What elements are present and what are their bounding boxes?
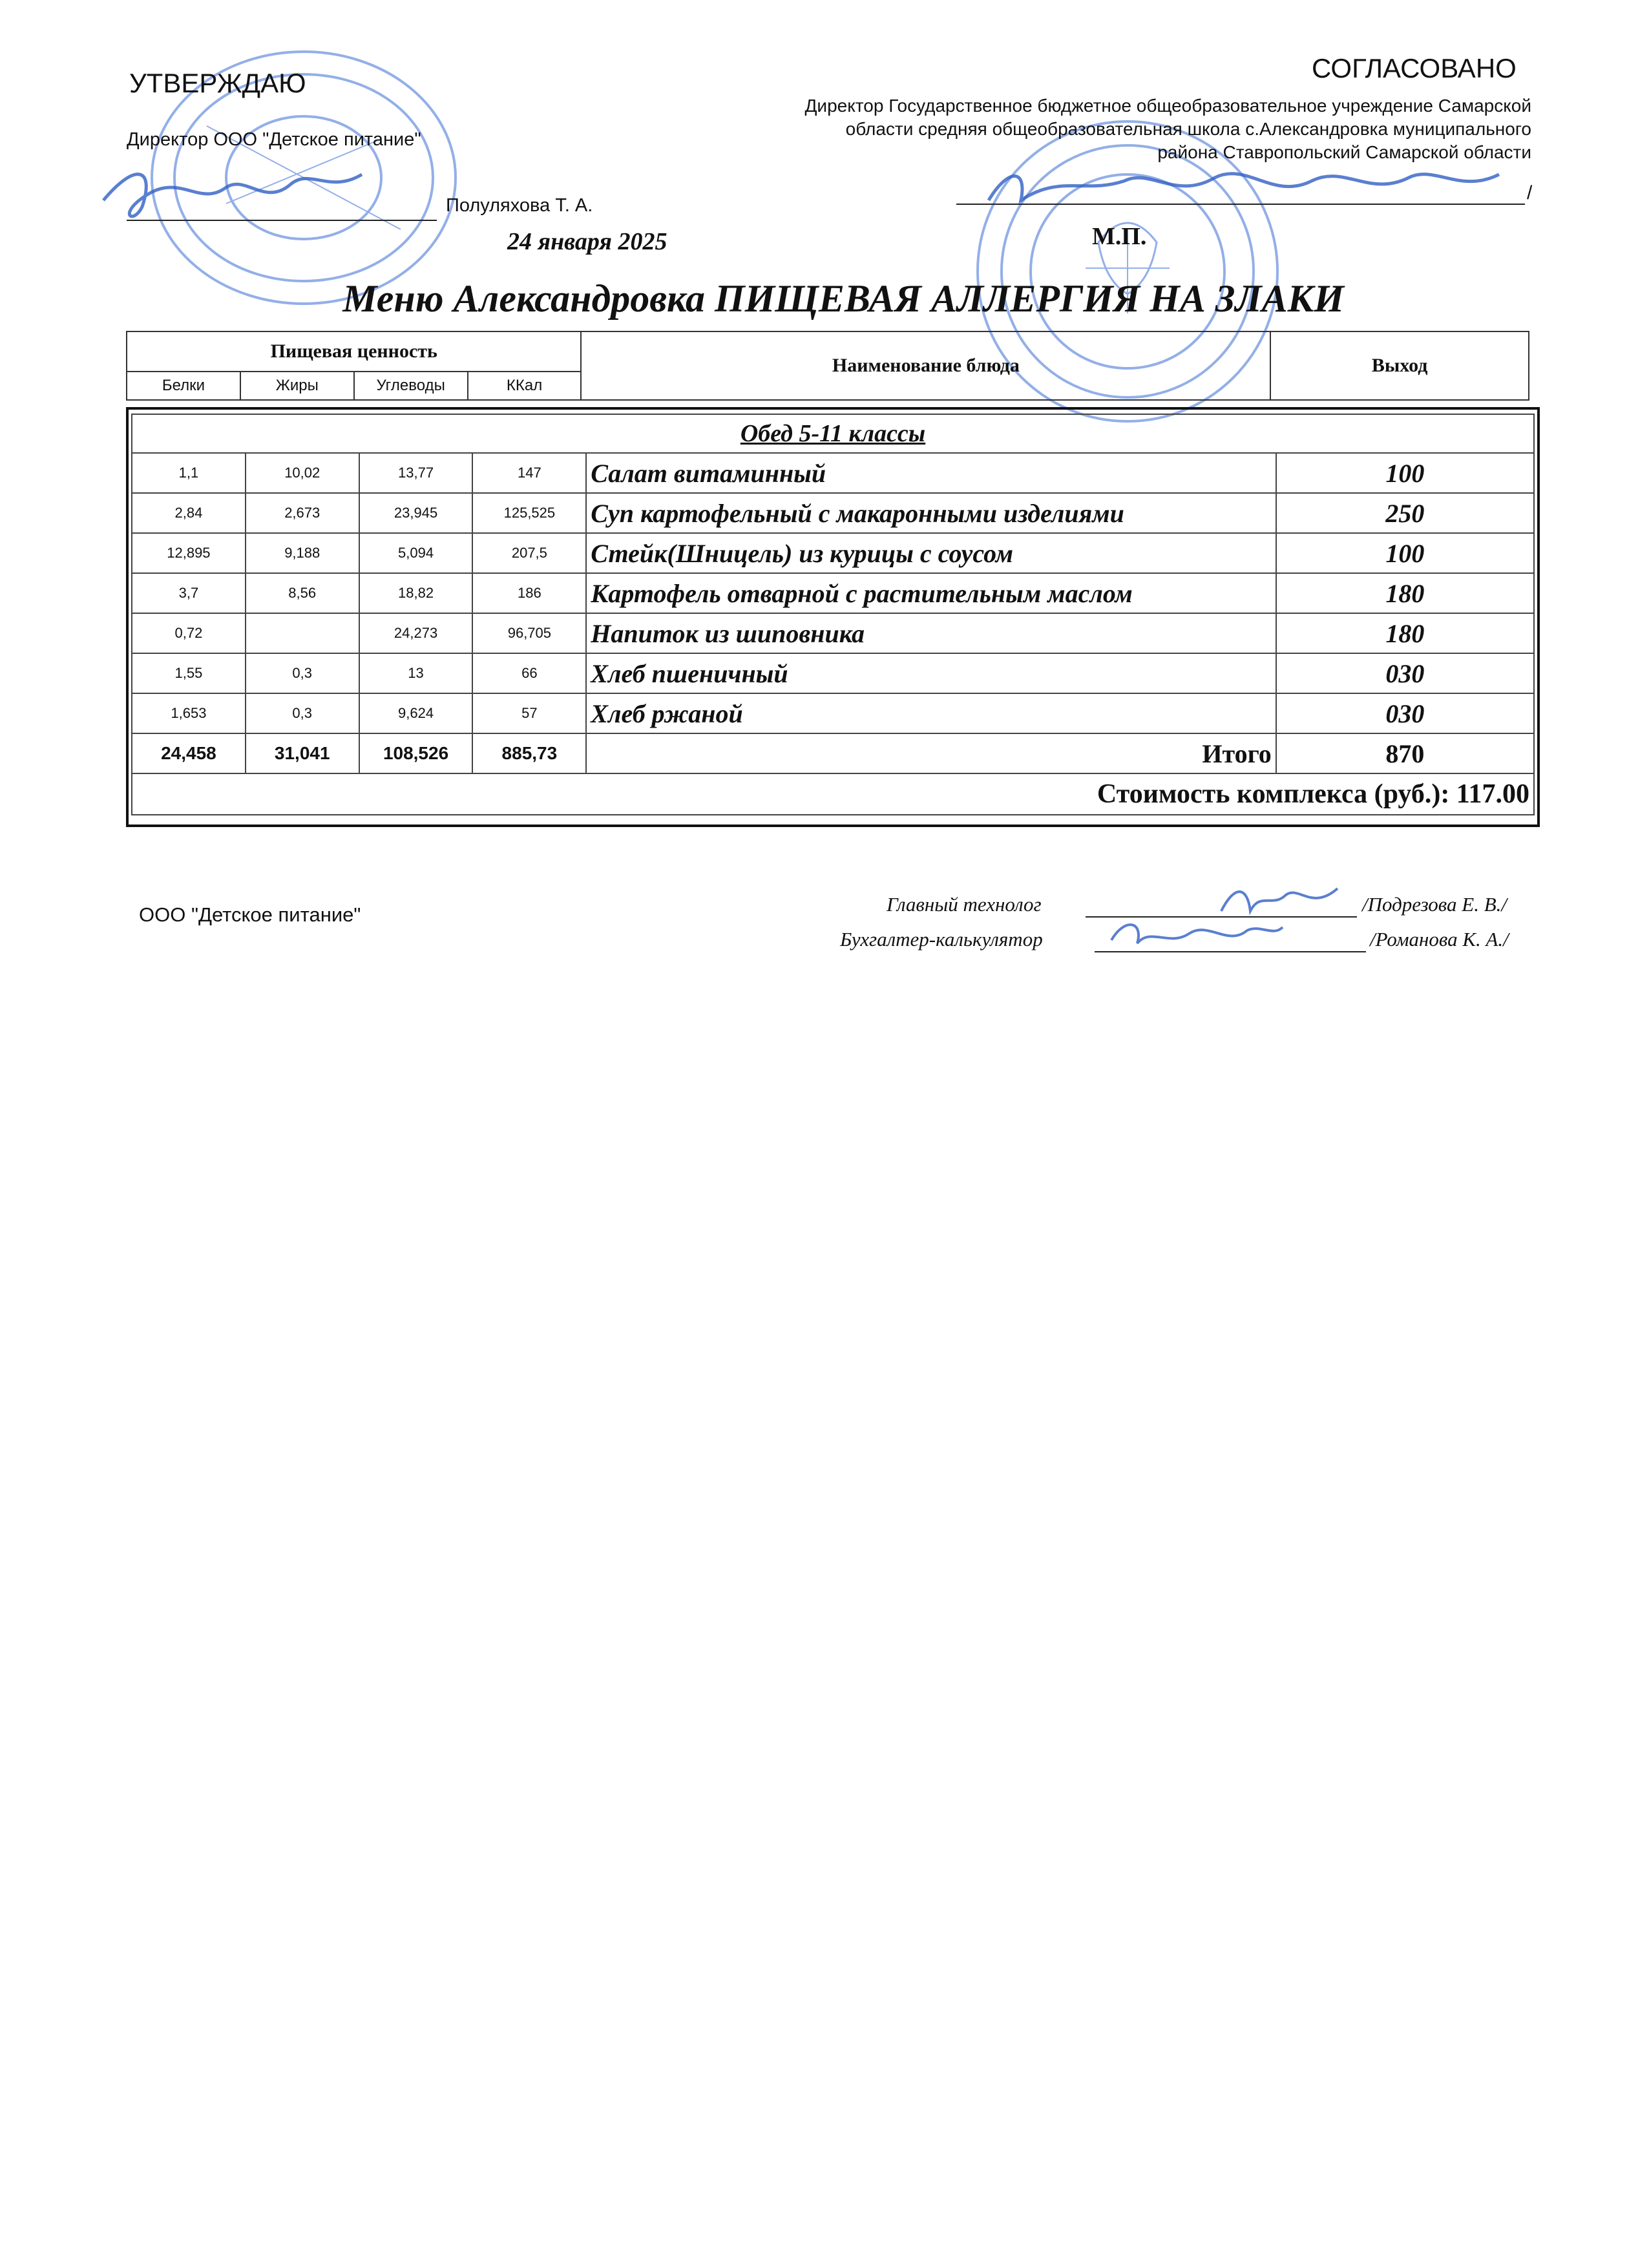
school-director-signature — [982, 155, 1531, 220]
total-output: 870 — [1276, 733, 1534, 773]
protein-cell: 1,55 — [132, 653, 246, 693]
menu-row — [132, 573, 1534, 613]
agree-slash: / — [1527, 182, 1533, 204]
agree-heading: СОГЛАСОВАНО — [1312, 53, 1517, 83]
output-cell: 180 — [1276, 613, 1534, 653]
protein-cell: 1,1 — [132, 453, 246, 493]
kcal-cell: 207,5 — [472, 533, 586, 573]
output-cell: 250 — [1276, 493, 1534, 533]
chief-technologist-signature-line — [1086, 916, 1357, 918]
meal-cost: Стоимость комплекса (руб.): 117.00 — [132, 773, 1534, 815]
agree-position-line: области средняя общеобразовательная школа с.Александровка муниципального — [845, 119, 1531, 139]
chief-technologist-label: Главный технолог — [887, 893, 1042, 916]
carbs-cell: 13,77 — [359, 453, 473, 493]
accountant-signature-line — [1095, 951, 1366, 952]
carbs-cell: 13 — [359, 653, 473, 693]
meal-group-title: Обед 5-11 классы — [132, 414, 1534, 453]
approve-signature-line — [127, 220, 437, 221]
carbs-header: Углеводы — [354, 372, 468, 400]
table-header — [126, 331, 1529, 401]
accountant-signature — [1105, 914, 1286, 960]
fat-cell: 2,673 — [246, 493, 359, 533]
protein-cell: 2,84 — [132, 493, 246, 533]
agree-position — [711, 94, 1531, 164]
dish-name-cell: Напиток из шиповника — [586, 613, 1276, 653]
dish-name-cell: Салат витаминный — [586, 453, 1276, 493]
dish-name-cell: Хлеб ржаной — [586, 693, 1276, 733]
document-title: Меню Александровка ПИЩЕВАЯ АЛЛЕРГИЯ НА ЗЛАКИ — [342, 277, 1344, 320]
protein-cell: 3,7 — [132, 573, 246, 613]
agree-signature-line — [956, 204, 1525, 205]
menu-row — [132, 533, 1534, 573]
fat-header: Жиры — [240, 372, 354, 400]
menu-row — [132, 653, 1534, 693]
fat-cell: 10,02 — [246, 453, 359, 493]
fat-cell: 0,3 — [246, 653, 359, 693]
kcal-cell: 125,525 — [472, 493, 586, 533]
accountant-label: Бухгалтер-калькулятор — [840, 928, 1043, 950]
carbs-cell: 24,273 — [359, 613, 473, 653]
protein-cell: 12,895 — [132, 533, 246, 573]
protein-header: Белки — [127, 372, 240, 400]
total-kcal: 885,73 — [472, 733, 586, 773]
output-header: Выход — [1270, 331, 1529, 400]
approve-position: Директор ООО "Детское питание" — [127, 129, 421, 150]
output-cell: 030 — [1276, 693, 1534, 733]
menu-row — [132, 693, 1534, 733]
output-cell: 100 — [1276, 453, 1534, 493]
protein-cell: 0,72 — [132, 613, 246, 653]
menu-row — [132, 493, 1534, 533]
approval-date: 24 января 2025 — [507, 228, 667, 255]
fat-cell — [246, 613, 359, 653]
kcal-cell: 66 — [472, 653, 586, 693]
kcal-cell: 186 — [472, 573, 586, 613]
approver-name: Полуляхова Т. А. — [446, 195, 593, 216]
protein-cell: 1,653 — [132, 693, 246, 733]
director-signature — [97, 149, 368, 239]
nutrition-header: Пищевая ценность — [127, 331, 581, 372]
fat-cell: 9,188 — [246, 533, 359, 573]
kcal-cell: 147 — [472, 453, 586, 493]
menu-row — [132, 453, 1534, 493]
dish-name-cell: Суп картофельный с макаронными изделиями — [586, 493, 1276, 533]
output-cell: 100 — [1276, 533, 1534, 573]
carbs-cell: 18,82 — [359, 573, 473, 613]
kcal-cell: 96,705 — [472, 613, 586, 653]
menu-row — [132, 613, 1534, 653]
menu-table — [131, 414, 1535, 815]
dish-name-header: Наименование блюда — [581, 331, 1270, 400]
chief-technologist-name: /Подрезова Е. В./ — [1362, 893, 1507, 916]
carbs-cell: 23,945 — [359, 493, 473, 533]
footer-organization: ООО "Детское питание" — [139, 903, 361, 926]
dish-name-cell: Картофель отварной с растительным маслом — [586, 573, 1276, 613]
agree-position-line: Директор Государственное бюджетное общеобразовательное учреждение Самарской — [804, 96, 1531, 116]
total-carbs: 108,526 — [359, 733, 473, 773]
kcal-cell: 57 — [472, 693, 586, 733]
total-protein: 24,458 — [132, 733, 246, 773]
carbs-cell: 9,624 — [359, 693, 473, 733]
fat-cell: 0,3 — [246, 693, 359, 733]
output-cell: 030 — [1276, 653, 1534, 693]
approve-heading: УТВЕРЖДАЮ — [129, 68, 306, 98]
output-cell: 180 — [1276, 573, 1534, 613]
carbs-cell: 5,094 — [359, 533, 473, 573]
agree-position-line: района Ставропольский Самарской области — [1157, 142, 1531, 162]
fat-cell: 8,56 — [246, 573, 359, 613]
accountant-name: /Романова К. А./ — [1370, 928, 1509, 950]
seal-place-label: М.П. — [1092, 223, 1147, 250]
total-label: Итого — [586, 733, 1276, 773]
dish-name-cell: Стейк(Шницель) из курицы с соусом — [586, 533, 1276, 573]
menu-rows — [132, 453, 1534, 733]
total-fat: 31,041 — [246, 733, 359, 773]
kcal-header: ККал — [468, 372, 582, 400]
dish-name-cell: Хлеб пшеничный — [586, 653, 1276, 693]
